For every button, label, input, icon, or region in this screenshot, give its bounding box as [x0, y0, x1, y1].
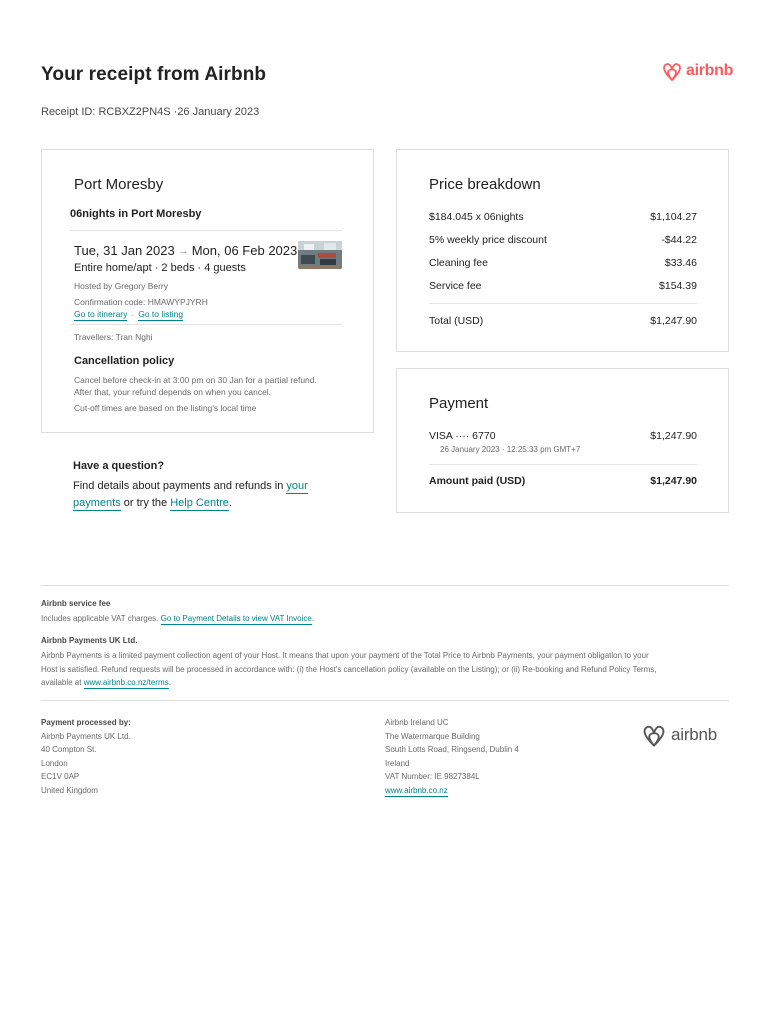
- link-separator: ·: [131, 310, 135, 320]
- processor-title: Payment processed by:: [41, 718, 131, 727]
- payments-uk-line: available at: [41, 678, 84, 687]
- address-line: Airbnb Ireland UC: [385, 718, 449, 727]
- price-row: [429, 280, 697, 292]
- payment-card: [396, 368, 729, 513]
- trip-city: Port Moresby: [74, 176, 164, 193]
- price-row-label: Cleaning fee: [429, 257, 488, 269]
- trip-divider: [70, 230, 342, 231]
- airbnb-logo[interactable]: [662, 60, 733, 82]
- listing-photo[interactable]: [298, 241, 342, 269]
- payments-uk-line: Host is satisfied. Refund requests will be processed in accordance with: (i) the Host's cancellation policy (available on the Listing); or (ii) Re-booking and Refund Policy Terms,: [41, 664, 657, 674]
- help-text-part: .: [228, 497, 232, 509]
- section-divider: [41, 585, 729, 586]
- payments-uk-title: Airbnb Payments UK Ltd.: [41, 636, 138, 645]
- price-breakdown-title: Price breakdown: [429, 176, 541, 193]
- travellers: Travellers: Tran Nghi: [74, 332, 153, 342]
- help-title: Have a question?: [73, 460, 165, 472]
- airbnb-footer-logo-text: airbnb: [671, 725, 718, 744]
- cutoff-note: Cut-off times are based on the listing's local time: [74, 403, 257, 413]
- help-block: [73, 460, 333, 512]
- confirmation-code: Confirmation code: HMAWYPJYRH: [74, 297, 208, 307]
- amount-paid-divider: [429, 464, 697, 465]
- receipt-id: Receipt ID: RCBXZ2PN4S ·26 January 2023: [41, 106, 260, 118]
- listing-summary: Entire home/apt · 2 beds · 4 guests: [74, 262, 246, 274]
- address-line: United Kingdom: [41, 785, 98, 795]
- address-line: London: [41, 758, 68, 768]
- your-payments-link[interactable]: your payments: [73, 480, 308, 509]
- price-row: [429, 257, 697, 269]
- price-row-label: 5% weekly price discount: [429, 234, 547, 246]
- cancellation-line-1: Cancel before check-in at 3:00 pm on 30 Jan for a partial refund.: [74, 375, 317, 385]
- address-line: The Watermarque Building: [385, 731, 480, 741]
- cancellation-policy-title: Cancellation policy: [74, 355, 175, 367]
- payments-uk-line: Airbnb Payments is a limited payment collection agent of your Host. It means that upon your payment of the Total Price to Airbnb Payments, your payment obligation to your: [41, 651, 649, 660]
- amount-paid-row: [429, 475, 697, 487]
- price-row-value: -$44.22: [661, 234, 697, 246]
- address-line: 40 Compton St.: [41, 745, 97, 754]
- price-row: [429, 234, 697, 246]
- address-line: VAT Number: IE 9827384L: [385, 772, 480, 781]
- help-text-part: or try the: [120, 497, 171, 509]
- amount-paid-label: Amount paid (USD): [429, 475, 526, 487]
- price-row-label: Service fee: [429, 280, 482, 292]
- ireland-address: [385, 716, 519, 797]
- total-label: Total (USD): [429, 315, 484, 327]
- price-row-value: $154.39: [659, 280, 697, 292]
- go-to-listing-link[interactable]: Go to listing: [138, 309, 184, 319]
- payments-uk-end: .: [168, 678, 171, 687]
- host-name: Hosted by Gregory Berry: [74, 281, 169, 291]
- cancellation-line-2: After that, your refund depends on when you cancel.: [74, 387, 272, 397]
- travellers-divider: [70, 324, 342, 325]
- go-to-itinerary-link[interactable]: Go to itinerary: [74, 309, 128, 319]
- address-line: Airbnb Payments UK Ltd.: [41, 731, 131, 741]
- airbnb-footer-logo: [642, 722, 717, 748]
- payment-title: Payment: [429, 395, 489, 412]
- terms-link[interactable]: www.airbnb.co.nz/terms: [83, 678, 169, 687]
- vat-invoice-link[interactable]: Go to Payment Details to view VAT Invoice: [160, 614, 312, 623]
- address-line: Ireland: [385, 758, 410, 768]
- price-row-label: $184.045 x 06nights: [429, 211, 524, 223]
- page-title: Your receipt from Airbnb: [41, 64, 267, 85]
- trip-dates: [74, 243, 297, 258]
- price-row-value: $1,104.27: [650, 211, 697, 223]
- airbnb-logo-icon: [662, 60, 682, 82]
- address-line: South Lotts Road, Ringsend, Dublin 4: [385, 745, 519, 754]
- help-text-part: Find details about payments and refunds in: [73, 480, 287, 492]
- service-fee-text-end: .: [311, 614, 315, 623]
- arrow-right-icon: →: [177, 244, 189, 257]
- trip-details-card: [41, 149, 374, 433]
- help-text: [73, 478, 333, 512]
- total-value: $1,247.90: [650, 315, 697, 327]
- service-fee-text-part: Includes applicable VAT charges.: [41, 614, 161, 623]
- payment-date: 26 January 2023 · 12:25:33 pm GMT+7: [440, 445, 581, 454]
- check-out-date: Mon, 06 Feb 2023: [191, 243, 298, 258]
- processor-address: [41, 716, 131, 797]
- footer-divider: [41, 700, 729, 701]
- trip-nights: 06nights in Port Moresby: [70, 208, 202, 220]
- card-number: VISA ···· 6770: [429, 430, 496, 442]
- payments-uk-text: [41, 649, 729, 690]
- payment-method-row: [429, 430, 697, 442]
- service-fee-text: [41, 612, 314, 626]
- price-row: [429, 211, 697, 223]
- address-line: EC1V 0AP: [41, 772, 80, 781]
- total-divider: [429, 303, 697, 304]
- check-in-date: Tue, 31 Jan 2023: [74, 243, 175, 258]
- airbnb-logo-icon: [642, 722, 666, 748]
- cancellation-policy-text: [74, 374, 344, 398]
- price-row-value: $33.46: [664, 257, 697, 269]
- price-total-row: [429, 315, 697, 327]
- price-breakdown-card: [396, 149, 729, 352]
- payment-amount: $1,247.90: [650, 430, 697, 442]
- amount-paid-value: $1,247.90: [650, 475, 697, 487]
- airbnb-website-link[interactable]: www.airbnb.co.nz: [385, 785, 448, 795]
- airbnb-logo-text: airbnb: [686, 62, 734, 79]
- help-centre-link[interactable]: Help Centre: [170, 497, 229, 509]
- trip-links: [74, 309, 183, 321]
- service-fee-title: Airbnb service fee: [41, 599, 111, 608]
- listing-photo-image: [298, 241, 342, 269]
